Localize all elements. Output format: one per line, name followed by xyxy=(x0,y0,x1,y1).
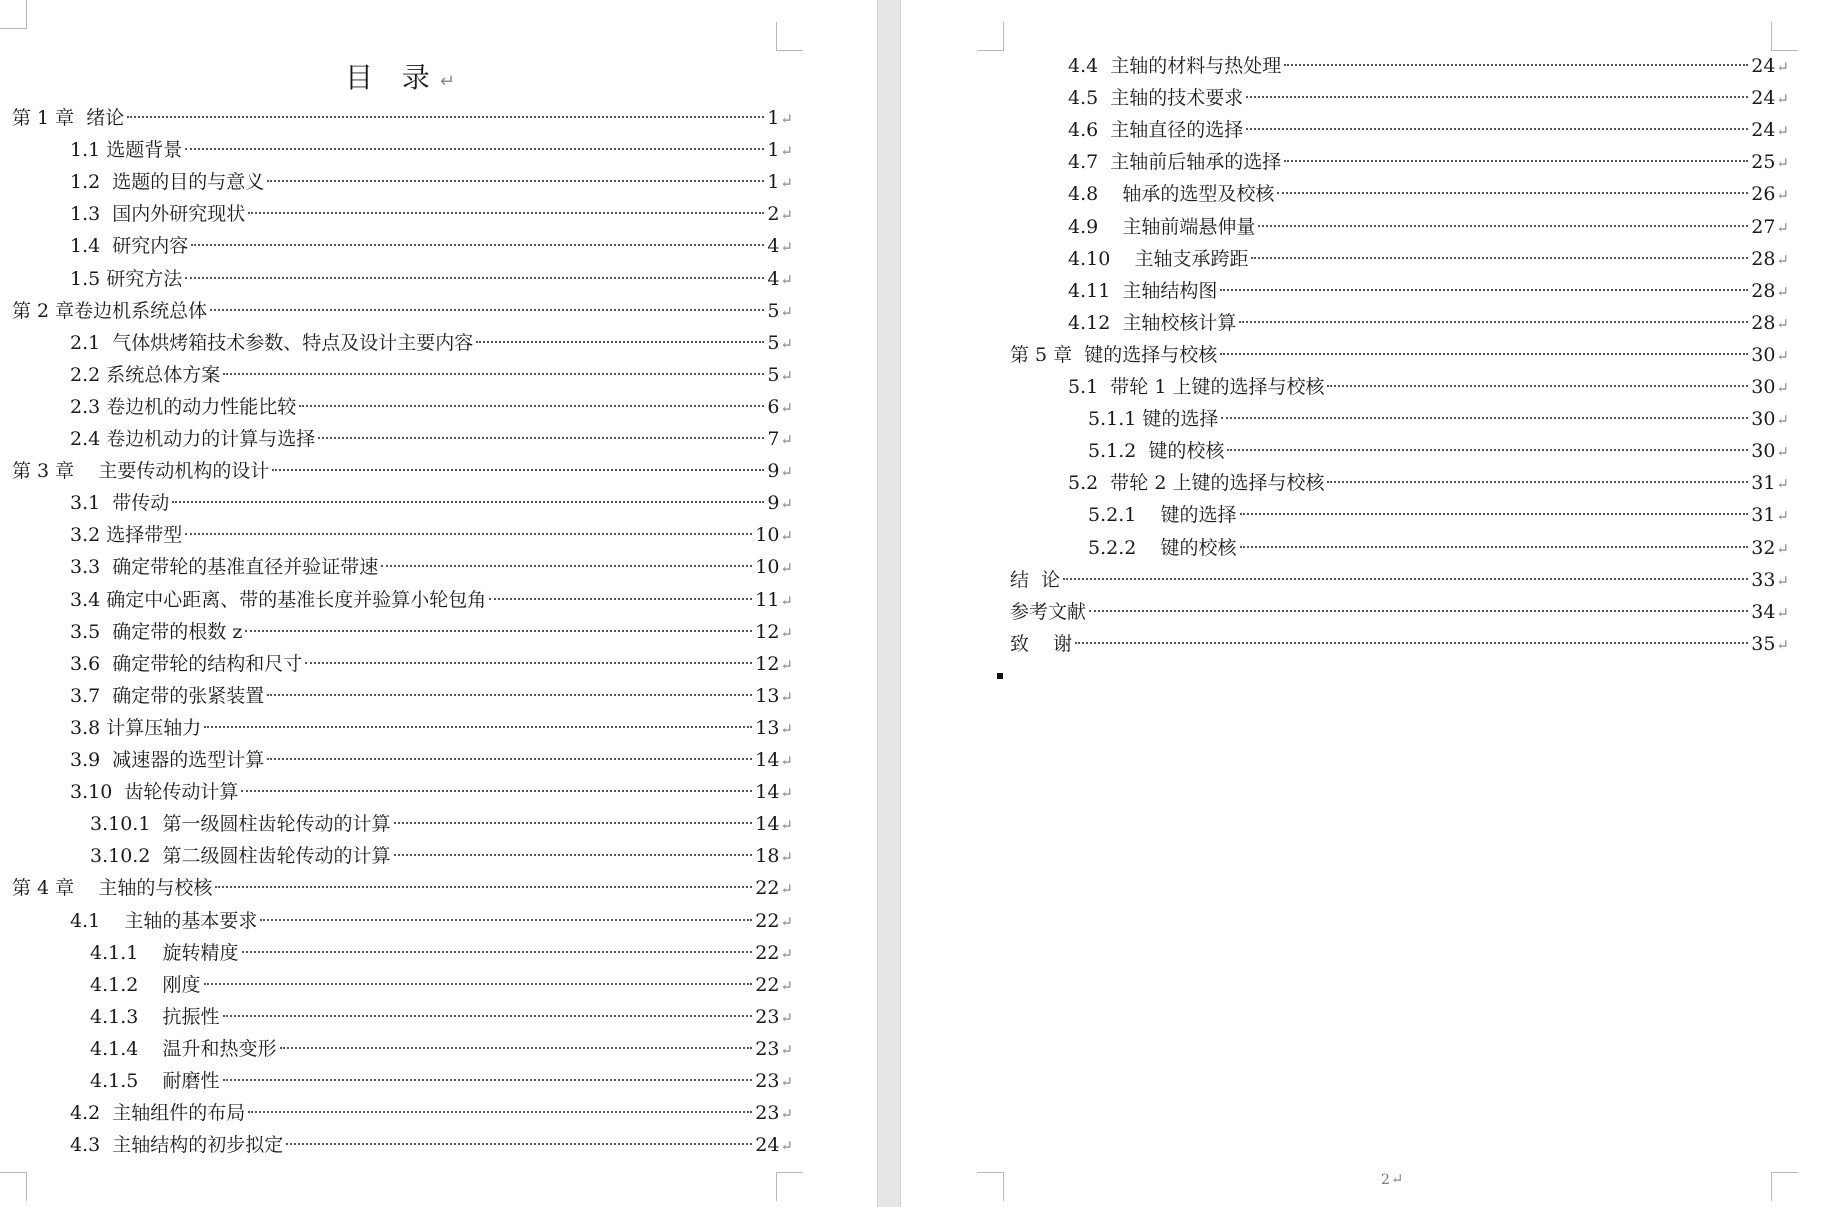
toc-entry[interactable] xyxy=(1010,339,1789,371)
toc-entry-label: 3.4 确定中心距离、带的基准长度并验算小轮包角 xyxy=(70,588,487,611)
toc-dot-leader xyxy=(267,758,752,760)
toc-entry-page-number: 18 xyxy=(755,845,780,868)
toc-entry[interactable] xyxy=(70,327,793,359)
toc-dot-leader xyxy=(286,1143,752,1145)
toc-entry-page-number: 30 xyxy=(1751,343,1776,366)
toc-entry[interactable] xyxy=(70,776,793,808)
toc-entry-label: 第 2 章卷边机系统总体 xyxy=(12,299,208,322)
toc-entry[interactable] xyxy=(12,872,793,904)
toc-entry-page-number: 7 xyxy=(767,428,780,450)
paragraph-mark-icon: ↵ xyxy=(780,334,793,353)
toc-dot-leader xyxy=(305,662,752,664)
page-corner-mark xyxy=(1771,1172,1798,1201)
toc-dot-leader xyxy=(299,405,764,407)
toc-entry[interactable] xyxy=(1068,243,1789,275)
toc-dot-leader xyxy=(1089,610,1748,612)
toc-entry-page-number: 23 xyxy=(755,1070,780,1092)
toc-title-text: 目 录 xyxy=(345,61,440,94)
toc-entry[interactable] xyxy=(1068,307,1789,339)
toc-entry[interactable] xyxy=(70,616,793,648)
toc-entry[interactable] xyxy=(90,1065,793,1097)
toc-entry-label: 3.9 减速器的选型计算 xyxy=(70,749,265,771)
toc-dot-leader xyxy=(280,1047,753,1049)
toc-entry-page-number: 1 xyxy=(767,139,780,162)
toc-entry[interactable] xyxy=(1010,596,1789,628)
paragraph-mark-icon: ↵ xyxy=(780,559,793,578)
toc-entry-page-number: 9 xyxy=(767,492,780,515)
toc-entry-page-number: 11 xyxy=(755,588,780,611)
toc-entry-label: 5.2.2 键的校核 xyxy=(1088,536,1237,559)
toc-dot-leader xyxy=(248,1111,752,1113)
paragraph-mark-icon: ↵ xyxy=(1776,411,1789,430)
toc-entry[interactable] xyxy=(70,230,793,262)
page-corner-mark xyxy=(1771,22,1798,51)
toc-dot-leader xyxy=(242,951,753,953)
toc-dot-leader xyxy=(1246,96,1748,98)
paragraph-mark-icon: ↵ xyxy=(780,527,793,546)
paragraph-mark-icon: ↵ xyxy=(780,495,793,514)
paragraph-mark-icon: ↵ xyxy=(780,1105,793,1124)
toc-dot-leader xyxy=(1075,642,1748,644)
paragraph-mark-icon: ↵ xyxy=(780,1073,793,1091)
toc-entry[interactable] xyxy=(70,198,793,230)
paragraph-mark-icon: ↵ xyxy=(1776,218,1789,237)
toc-entry[interactable] xyxy=(70,905,793,937)
toc-entry-label: 1.5 研究方法 xyxy=(70,267,183,290)
paragraph-mark-icon: ↵ xyxy=(780,687,793,706)
toc-entry-label: 3.1 带传动 xyxy=(70,492,170,515)
toc-entry[interactable] xyxy=(1088,532,1789,564)
toc-dot-leader xyxy=(1258,225,1748,227)
toc-dot-leader xyxy=(210,309,764,311)
toc-entry-label: 4.9 主轴前端悬伸量 xyxy=(1068,215,1256,238)
toc-entry-label: 4.8 轴承的选型及校核 xyxy=(1068,183,1275,206)
toc-dot-leader xyxy=(394,854,753,856)
toc-entry-page-number: 5 xyxy=(767,331,780,354)
toc-entry-label: 2.3 卷边机的动力性能比较 xyxy=(70,395,297,418)
paragraph-mark-icon: ↵ xyxy=(1776,603,1789,622)
toc-entry[interactable] xyxy=(90,1001,793,1033)
toc-entry[interactable] xyxy=(70,1097,793,1129)
paragraph-mark-icon: ↵ xyxy=(780,463,793,482)
paragraph-mark-icon: ↵ xyxy=(780,944,793,963)
toc-entry-label: 4.11 主轴结构图 xyxy=(1068,279,1218,302)
toc-entry-label: 1.2 选题的目的与意义 xyxy=(70,171,265,194)
toc-entry-page-number: 24 xyxy=(1751,55,1776,77)
paragraph-mark-icon: ↵ xyxy=(1776,475,1789,494)
toc-entry[interactable] xyxy=(1068,211,1789,243)
toc-entry-label: 4.1.4 温升和热变形 xyxy=(90,1037,277,1060)
toc-entry-page-number: 12 xyxy=(755,620,780,643)
toc-entry-page-number: 6 xyxy=(767,395,780,418)
paragraph-mark-icon: ↵ xyxy=(780,174,793,193)
toc-entry-label: 4.12 主轴校核计算 xyxy=(1068,311,1237,334)
page-corner-mark xyxy=(776,1172,803,1201)
toc-entry-label: 3.2 选择带型 xyxy=(70,524,183,547)
toc-entry[interactable] xyxy=(70,263,793,295)
toc-entry-page-number: 28 xyxy=(1751,279,1776,302)
page-footer-number xyxy=(1381,1170,1404,1188)
toc-entry[interactable] xyxy=(1010,564,1789,596)
toc-entry-label: 4.3 主轴结构的初步拟定 xyxy=(70,1134,284,1157)
toc-entry[interactable] xyxy=(12,295,793,327)
document-page-right xyxy=(901,0,1829,1207)
toc-entry[interactable] xyxy=(12,102,793,134)
toc-dot-leader xyxy=(215,886,752,888)
toc-entry[interactable] xyxy=(70,680,793,712)
toc-entry[interactable] xyxy=(1068,371,1789,403)
toc-entry-label: 3.7 确定带的张紧装置 xyxy=(70,684,265,707)
toc-entry-label: 第 5 章 键的选择与校核 xyxy=(1010,343,1218,366)
toc-entry-label: 2.4 卷边机动力的计算与选择 xyxy=(70,428,316,450)
paragraph-mark-icon: ↵ xyxy=(1776,122,1789,141)
paragraph-mark-icon: ↵ xyxy=(780,816,793,835)
toc-dot-leader xyxy=(1277,192,1748,194)
toc-entry-page-number: 5 xyxy=(767,363,780,386)
paragraph-mark-icon: ↵ xyxy=(1776,186,1789,205)
toc-entry-label: 3.10.1 第一级圆柱齿轮传动的计算 xyxy=(90,813,391,836)
toc-entry-label: 3.5 确定带的根数 z xyxy=(70,620,243,643)
page-corner-mark xyxy=(0,0,27,29)
toc-entry-label: 结 论 xyxy=(1010,568,1061,591)
paragraph-mark-icon: ↵ xyxy=(1776,58,1789,76)
toc-entry-page-number: 23 xyxy=(755,1037,780,1060)
toc-entry-page-number: 10 xyxy=(755,556,780,579)
toc-entry-page-number: 28 xyxy=(1751,247,1776,270)
toc-entry-label: 1.3 国内外研究现状 xyxy=(70,203,246,226)
toc-entry-label: 4.10 主轴支承跨距 xyxy=(1068,247,1249,270)
toc-dot-leader xyxy=(172,501,764,503)
toc-entry-page-number: 25 xyxy=(1751,151,1776,174)
toc-entry-page-number: 35 xyxy=(1751,632,1776,655)
toc-entry-page-number: 14 xyxy=(755,749,780,771)
paragraph-mark-icon: ↵ xyxy=(780,719,793,738)
toc-entry[interactable] xyxy=(12,455,793,487)
toc-entry[interactable] xyxy=(70,166,793,198)
toc-entry-label: 5.1 带轮 1 上键的选择与校核 xyxy=(1068,376,1325,398)
toc-entry-label: 3.8 计算压轴力 xyxy=(70,716,202,739)
toc-entry-label: 2.1 气体烘烤箱技术参数、特点及设计主要内容 xyxy=(70,331,474,354)
footer-page-number-text: 2 xyxy=(1381,1172,1390,1188)
text-cursor-icon xyxy=(997,673,1003,679)
toc-dot-leader xyxy=(272,469,764,471)
paragraph-mark-icon: ↵ xyxy=(1776,443,1789,462)
toc-entry-page-number: 24 xyxy=(1751,119,1776,142)
toc-entry-page-number: 10 xyxy=(755,524,780,547)
toc-dot-leader xyxy=(1251,257,1748,259)
toc-dot-leader xyxy=(1220,289,1748,291)
toc-entry-label: 第 3 章 主要传动机构的设计 xyxy=(12,460,270,483)
toc-entry[interactable] xyxy=(70,134,793,166)
toc-entry-page-number: 13 xyxy=(755,684,780,707)
toc-entry-label: 4.2 主轴组件的布局 xyxy=(70,1102,246,1125)
toc-entry[interactable] xyxy=(1068,50,1789,82)
toc-entry[interactable] xyxy=(1010,628,1789,660)
toc-entry-page-number: 23 xyxy=(755,1005,780,1028)
toc-entry[interactable] xyxy=(90,840,793,872)
paragraph-mark-icon: ↵ xyxy=(1776,507,1789,526)
toc-entry[interactable] xyxy=(70,648,793,680)
toc-dot-leader xyxy=(1240,513,1749,515)
toc-dot-leader xyxy=(127,116,764,118)
toc-entry[interactable] xyxy=(1068,178,1789,210)
toc-entry[interactable] xyxy=(1068,146,1789,178)
toc-entry-label: 5.1.1 键的选择 xyxy=(1088,408,1219,431)
paragraph-mark-icon: ↵ xyxy=(1776,635,1789,654)
toc-entry[interactable] xyxy=(90,937,793,969)
toc-dot-leader xyxy=(1327,385,1748,387)
paragraph-mark-icon: ↵ xyxy=(780,206,793,225)
toc-entry-label: 4.1.2 刚度 xyxy=(90,973,201,996)
toc-dot-leader xyxy=(223,373,764,375)
toc-dot-leader xyxy=(1327,481,1748,483)
page-corner-mark xyxy=(977,22,1004,51)
toc-entry-label: 4.1.1 旋转精度 xyxy=(90,941,239,964)
page-corner-mark xyxy=(977,1172,1004,1201)
toc-dot-leader xyxy=(260,919,752,921)
toc-entry-label: 4.4 主轴的材料与热处理 xyxy=(1068,55,1282,77)
toc-entry-page-number: 4 xyxy=(767,267,780,290)
toc-dot-leader xyxy=(267,694,752,696)
toc-entry-label: 4.5 主轴的技术要求 xyxy=(1068,87,1244,110)
paragraph-mark-icon: ↵ xyxy=(1776,250,1789,269)
toc-entry-label: 3.10.2 第二级圆柱齿轮传动的计算 xyxy=(90,845,391,868)
paragraph-mark-icon: ↵ xyxy=(1390,1170,1404,1188)
toc-entry-page-number: 34 xyxy=(1751,600,1776,623)
toc-entry-page-number: 1 xyxy=(767,107,780,129)
toc-dot-leader xyxy=(1246,128,1748,130)
toc-entry-label: 4.1.5 耐磨性 xyxy=(90,1070,220,1092)
toc-dot-leader xyxy=(245,630,752,632)
paragraph-mark-icon: ↵ xyxy=(1776,154,1789,173)
toc-dot-leader xyxy=(394,822,753,824)
toc-entry-label: 致 谢 xyxy=(1010,632,1073,655)
toc-entry[interactable] xyxy=(90,1033,793,1065)
paragraph-mark-icon: ↵ xyxy=(780,398,793,417)
toc-dot-leader xyxy=(204,983,753,985)
toc-entry[interactable] xyxy=(1068,82,1789,114)
toc-entry-page-number: 2 xyxy=(767,203,780,226)
paragraph-mark-icon: ↵ xyxy=(780,431,793,449)
toc-dot-leader xyxy=(223,1079,753,1081)
toc-entry-page-number: 24 xyxy=(1751,87,1776,110)
paragraph-mark-icon: ↵ xyxy=(780,912,793,931)
toc-entry-page-number: 31 xyxy=(1751,504,1776,527)
toc-dot-leader xyxy=(476,341,764,343)
toc-entry[interactable] xyxy=(1088,499,1789,531)
toc-dot-leader xyxy=(191,244,764,246)
toc-entry[interactable] xyxy=(1068,114,1789,146)
toc-entry-page-number: 22 xyxy=(755,941,780,964)
paragraph-mark-icon: ↵ xyxy=(1776,539,1789,558)
toc-entry-page-number: 22 xyxy=(755,909,780,932)
paragraph-mark-icon: ↵ xyxy=(1776,314,1789,333)
toc-entry[interactable] xyxy=(70,551,793,583)
toc-dot-leader xyxy=(248,212,764,214)
paragraph-mark-icon: ↵ xyxy=(1776,379,1789,397)
toc-entry-label: 参考文献 xyxy=(1010,600,1087,623)
page-corner-mark xyxy=(0,1172,27,1201)
toc-entry-label: 4.1.3 抗振性 xyxy=(90,1005,220,1028)
paragraph-mark-icon: ↵ xyxy=(1776,346,1789,365)
paragraph-mark-icon: ↵ xyxy=(780,1008,793,1027)
toc-entry-page-number: 4 xyxy=(767,235,780,258)
paragraph-mark-icon: ↵ xyxy=(780,270,793,289)
toc-entry[interactable] xyxy=(70,519,793,551)
page-gap xyxy=(877,0,901,1207)
toc-entry-page-number: 22 xyxy=(755,973,780,996)
toc-entry[interactable] xyxy=(1088,403,1789,435)
toc-entry-page-number: 14 xyxy=(755,781,780,804)
toc-entry[interactable] xyxy=(70,423,793,455)
paragraph-mark-icon: ↵ xyxy=(1776,90,1789,109)
toc-entry[interactable] xyxy=(70,487,793,519)
paragraph-mark-icon: ↵ xyxy=(780,623,793,642)
toc-entry-page-number: 14 xyxy=(755,813,780,836)
toc-dot-leader xyxy=(318,437,764,439)
toc-entry-label: 4.7 主轴前后轴承的选择 xyxy=(1068,151,1282,174)
toc-entry-label: 3.6 确定带轮的结构和尺寸 xyxy=(70,652,303,675)
toc-entry-label: 第 1 章 绪论 xyxy=(12,107,125,129)
toc-entry-label: 1.1 选题背景 xyxy=(70,139,183,162)
toc-dot-leader xyxy=(1284,160,1748,162)
toc-entry-page-number: 30 xyxy=(1751,408,1776,431)
toc-entry[interactable] xyxy=(70,712,793,744)
toc-entry[interactable] xyxy=(1088,435,1789,467)
toc-entry-label: 1.4 研究内容 xyxy=(70,235,189,258)
toc-entry[interactable] xyxy=(1068,275,1789,307)
toc-entry-label: 3.3 确定带轮的基准直径并验证带速 xyxy=(70,556,379,579)
toc-entry-page-number: 30 xyxy=(1751,440,1776,463)
document-page-left xyxy=(0,0,877,1207)
toc-entry[interactable] xyxy=(70,584,793,616)
toc-entry-page-number: 5 xyxy=(767,299,780,322)
paragraph-mark-icon: ↵ xyxy=(439,71,455,92)
toc-entry-label: 3.10 齿轮传动计算 xyxy=(70,781,239,804)
paragraph-mark-icon: ↵ xyxy=(780,848,793,867)
toc-entry-label: 5.2 带轮 2 上键的选择与校核 xyxy=(1068,472,1325,495)
toc-dot-leader xyxy=(267,180,764,182)
toc-entry[interactable] xyxy=(70,359,793,391)
toc-entry-page-number: 24 xyxy=(755,1134,780,1157)
paragraph-mark-icon: ↵ xyxy=(780,366,793,385)
toc-entry-label: 5.2.1 键的选择 xyxy=(1088,504,1237,527)
toc-dot-leader xyxy=(489,598,752,600)
toc-entry-page-number: 31 xyxy=(1751,472,1776,495)
toc-dot-leader xyxy=(241,790,752,792)
toc-entry-label: 4.6 主轴直径的选择 xyxy=(1068,119,1244,142)
toc-entry[interactable] xyxy=(90,808,793,840)
paragraph-mark-icon: ↵ xyxy=(780,302,793,321)
toc-dot-leader xyxy=(1063,578,1748,580)
toc-dot-leader xyxy=(223,1015,753,1017)
paragraph-mark-icon: ↵ xyxy=(780,655,793,674)
paragraph-mark-icon: ↵ xyxy=(780,142,793,161)
page-corner-mark xyxy=(776,22,803,51)
toc-entry-label: 2.2 系统总体方案 xyxy=(70,363,221,386)
toc-dot-leader xyxy=(185,148,764,150)
paragraph-mark-icon: ↵ xyxy=(1776,571,1789,590)
paragraph-mark-icon: ↵ xyxy=(780,880,793,899)
toc-entry-label: 4.1 主轴的基本要求 xyxy=(70,909,258,932)
paragraph-mark-icon: ↵ xyxy=(780,976,793,995)
toc-entry[interactable] xyxy=(70,391,793,423)
toc-dot-leader xyxy=(1227,449,1748,451)
toc-entry[interactable] xyxy=(90,969,793,1001)
toc-entry-page-number: 22 xyxy=(755,877,780,900)
toc-entry-page-number: 9 xyxy=(767,460,780,483)
paragraph-mark-icon: ↵ xyxy=(780,1040,793,1059)
toc-dot-leader xyxy=(1284,64,1748,66)
toc-entry-page-number: 30 xyxy=(1751,376,1776,398)
paragraph-mark-icon: ↵ xyxy=(780,784,793,803)
paragraph-mark-icon: ↵ xyxy=(780,591,793,610)
toc-dot-leader xyxy=(185,277,764,279)
toc-dot-leader xyxy=(1221,417,1748,419)
toc-entry[interactable] xyxy=(70,1129,793,1161)
toc-entry-page-number: 27 xyxy=(1751,215,1776,238)
toc-dot-leader xyxy=(1220,353,1748,355)
toc-entry-label: 第 4 章 主轴的与校核 xyxy=(12,877,213,900)
toc-entry[interactable] xyxy=(1068,467,1789,499)
toc-entry[interactable] xyxy=(70,744,793,776)
toc-dot-leader xyxy=(381,565,752,567)
toc-entry-page-number: 32 xyxy=(1751,536,1776,559)
toc-entry-label: 5.1.2 键的校核 xyxy=(1088,440,1225,463)
paragraph-mark-icon: ↵ xyxy=(780,238,793,257)
paragraph-mark-icon: ↵ xyxy=(1776,282,1789,301)
toc-title xyxy=(0,56,800,96)
toc-dot-leader xyxy=(204,726,752,728)
toc-entry-page-number: 12 xyxy=(755,652,780,675)
toc-dot-leader xyxy=(185,533,752,535)
toc-entry-page-number: 28 xyxy=(1751,311,1776,334)
toc-entry-page-number: 13 xyxy=(755,716,780,739)
toc-entry-page-number: 33 xyxy=(1751,568,1776,591)
paragraph-mark-icon: ↵ xyxy=(780,1137,793,1156)
paragraph-mark-icon: ↵ xyxy=(780,110,793,128)
toc-dot-leader xyxy=(1239,321,1748,323)
toc-dot-leader xyxy=(1240,546,1749,548)
toc-entry-page-number: 1 xyxy=(767,171,780,194)
toc-entry-page-number: 26 xyxy=(1751,183,1776,206)
toc-entry-page-number: 23 xyxy=(755,1102,780,1125)
paragraph-mark-icon: ↵ xyxy=(780,752,793,770)
